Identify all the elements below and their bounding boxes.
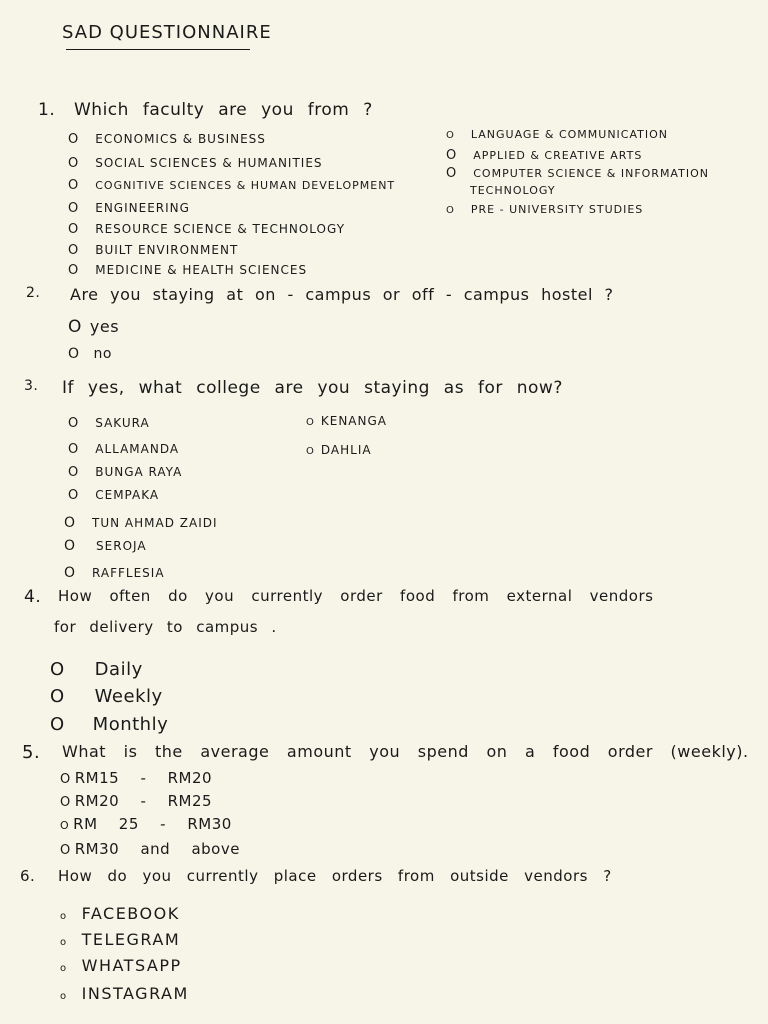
radio-circle: O	[68, 263, 80, 278]
option-label: yes	[89, 317, 120, 336]
option-label: APPLIED & CREATIVE ARTS	[473, 149, 643, 162]
option-label: COMPUTER SCIENCE & INFORMATION	[473, 167, 709, 180]
option-label: SEROJA	[96, 539, 147, 553]
radio-circle: O	[306, 446, 315, 457]
option-telegram[interactable]	[60, 930, 180, 949]
option-label: TUN AHMAD ZAIDI	[92, 516, 218, 530]
question-number: 6.	[20, 867, 36, 885]
option-facebook[interactable]	[60, 904, 180, 923]
option-label: SOCIAL SCIENCES & HUMANITIES	[95, 156, 323, 170]
radio-circle: o	[60, 963, 68, 974]
option-label: RM20 - RM25	[74, 792, 213, 810]
radio-circle: O	[68, 222, 80, 237]
option-daily[interactable]	[50, 659, 143, 680]
option-language[interactable]	[446, 128, 668, 141]
radio-circle: O	[64, 538, 77, 554]
option-economics[interactable]	[68, 132, 266, 147]
option-label: TELEGRAM	[81, 930, 181, 949]
option-dahlia[interactable]	[306, 443, 372, 457]
option-cognitive-sciences[interactable]	[68, 178, 395, 193]
radio-circle: O	[68, 132, 80, 147]
option-rm20-rm25[interactable]	[60, 792, 212, 810]
option-label: RM 25 - RM30	[73, 815, 232, 833]
option-label: PRE - UNIVERSITY STUDIES	[470, 203, 644, 216]
title-underline	[66, 49, 250, 50]
option-allamanda[interactable]	[68, 442, 179, 457]
option-label: FACEBOOK	[81, 904, 180, 923]
question-text: How do you currently place orders from outside vendors ?	[58, 867, 612, 885]
option-label: LANGUAGE & COMMUNICATION	[470, 128, 669, 141]
radio-circle: O	[60, 843, 71, 858]
option-no[interactable]	[68, 346, 112, 362]
option-label: Monthly	[92, 714, 169, 735]
option-label: BUILT ENVIRONMENT	[95, 243, 239, 257]
option-tun-ahmad-zaidi[interactable]	[64, 515, 218, 531]
radio-circle: o	[60, 911, 68, 922]
option-label: RM30 and above	[74, 840, 240, 858]
radio-circle: O	[50, 659, 65, 680]
question-text: Which faculty are you from ?	[74, 100, 373, 120]
radio-circle: o	[60, 937, 68, 948]
option-label: KENANGA	[320, 414, 387, 428]
radio-circle: O	[68, 346, 80, 362]
option-rm15-rm20[interactable]	[60, 769, 212, 787]
radio-circle: O	[68, 201, 80, 216]
radio-circle: o	[60, 991, 68, 1002]
option-computer-science[interactable]	[446, 166, 709, 181]
option-seroja[interactable]	[64, 538, 147, 554]
radio-circle: O	[64, 565, 77, 581]
option-label: INSTAGRAM	[81, 984, 189, 1003]
option-label: SAKURA	[95, 416, 150, 430]
option-label: BUNGA RAYA	[95, 465, 183, 479]
option-label: RESOURCE SCIENCE & TECHNOLOGY	[95, 222, 346, 236]
question-number: 1.	[38, 100, 56, 120]
question-number: 3.	[24, 378, 39, 394]
option-label: DAHLIA	[320, 443, 372, 457]
option-kenanga[interactable]	[306, 414, 387, 428]
radio-circle: O	[446, 166, 458, 181]
option-weekly[interactable]	[50, 686, 163, 707]
option-applied-arts[interactable]	[446, 148, 642, 163]
radio-circle: O	[446, 148, 458, 163]
question-number: 2.	[26, 285, 41, 301]
option-label: WHATSAPP	[81, 956, 182, 975]
question-text: How often do you currently order food from external vendors	[58, 587, 654, 605]
radio-circle: O	[50, 686, 65, 707]
option-social-sciences[interactable]	[68, 156, 323, 171]
radio-circle: O	[306, 417, 315, 428]
option-label: ECONOMICS & BUSINESS	[95, 132, 266, 146]
option-medicine[interactable]	[68, 263, 307, 278]
option-label: CEMPAKA	[95, 488, 160, 502]
option-cempaka[interactable]	[68, 488, 159, 503]
radio-circle: O	[446, 205, 455, 216]
radio-circle: O	[50, 714, 65, 735]
question-text: If yes, what college are you staying as for now?	[62, 378, 563, 398]
option-bunga-raya[interactable]	[68, 465, 182, 480]
radio-circle: O	[68, 488, 80, 503]
option-sakura[interactable]	[68, 416, 150, 431]
option-label: RAFFLESIA	[92, 566, 165, 580]
question-text: Are you staying at on - campus or off - campus hostel ?	[70, 285, 614, 304]
question-text: What is the average amount you spend on a food order (weekly).	[62, 742, 749, 761]
question-number: 4.	[24, 587, 42, 607]
option-resource-science[interactable]	[68, 222, 345, 237]
radio-circle: O	[68, 243, 80, 258]
option-label: RM15 - RM20	[74, 769, 213, 787]
option-label: Daily	[94, 659, 143, 680]
option-rm30-above[interactable]	[60, 840, 240, 858]
radio-circle: O	[60, 795, 71, 810]
radio-circle: O	[68, 442, 80, 457]
option-label: no	[93, 346, 112, 362]
option-built-environment[interactable]	[68, 243, 238, 258]
question-number: 5.	[22, 742, 41, 763]
question-4-continued: for delivery to campus .	[54, 618, 277, 636]
option-pre-university[interactable]	[446, 203, 643, 216]
radio-circle: O	[68, 416, 80, 431]
radio-circle: O	[68, 317, 82, 337]
option-rafflesia[interactable]	[64, 565, 165, 581]
option-yes[interactable]	[68, 317, 119, 337]
radio-circle: O	[68, 156, 80, 171]
radio-circle: O	[446, 130, 455, 141]
option-instagram[interactable]	[60, 984, 189, 1003]
radio-circle: O	[68, 178, 80, 193]
option-label: Weekly	[94, 686, 163, 707]
option-label-continued: TECHNOLOGY	[470, 184, 556, 197]
option-whatsapp[interactable]	[60, 956, 182, 975]
option-label: COGNITIVE SCIENCES & HUMAN DEVELOPMENT	[95, 179, 396, 192]
radio-circle: O	[60, 772, 71, 787]
radio-circle: O	[64, 515, 77, 531]
page-title: SAD QUESTIONNAIRE	[62, 22, 272, 43]
radio-circle: O	[60, 819, 70, 832]
option-label: MEDICINE & HEALTH SCIENCES	[95, 263, 308, 277]
option-monthly[interactable]	[50, 714, 168, 735]
option-engineering[interactable]	[68, 201, 190, 216]
option-label: ENGINEERING	[95, 201, 190, 215]
option-rm25-rm30[interactable]	[60, 815, 232, 833]
option-label: ALLAMANDA	[95, 442, 180, 456]
radio-circle: O	[68, 465, 80, 480]
